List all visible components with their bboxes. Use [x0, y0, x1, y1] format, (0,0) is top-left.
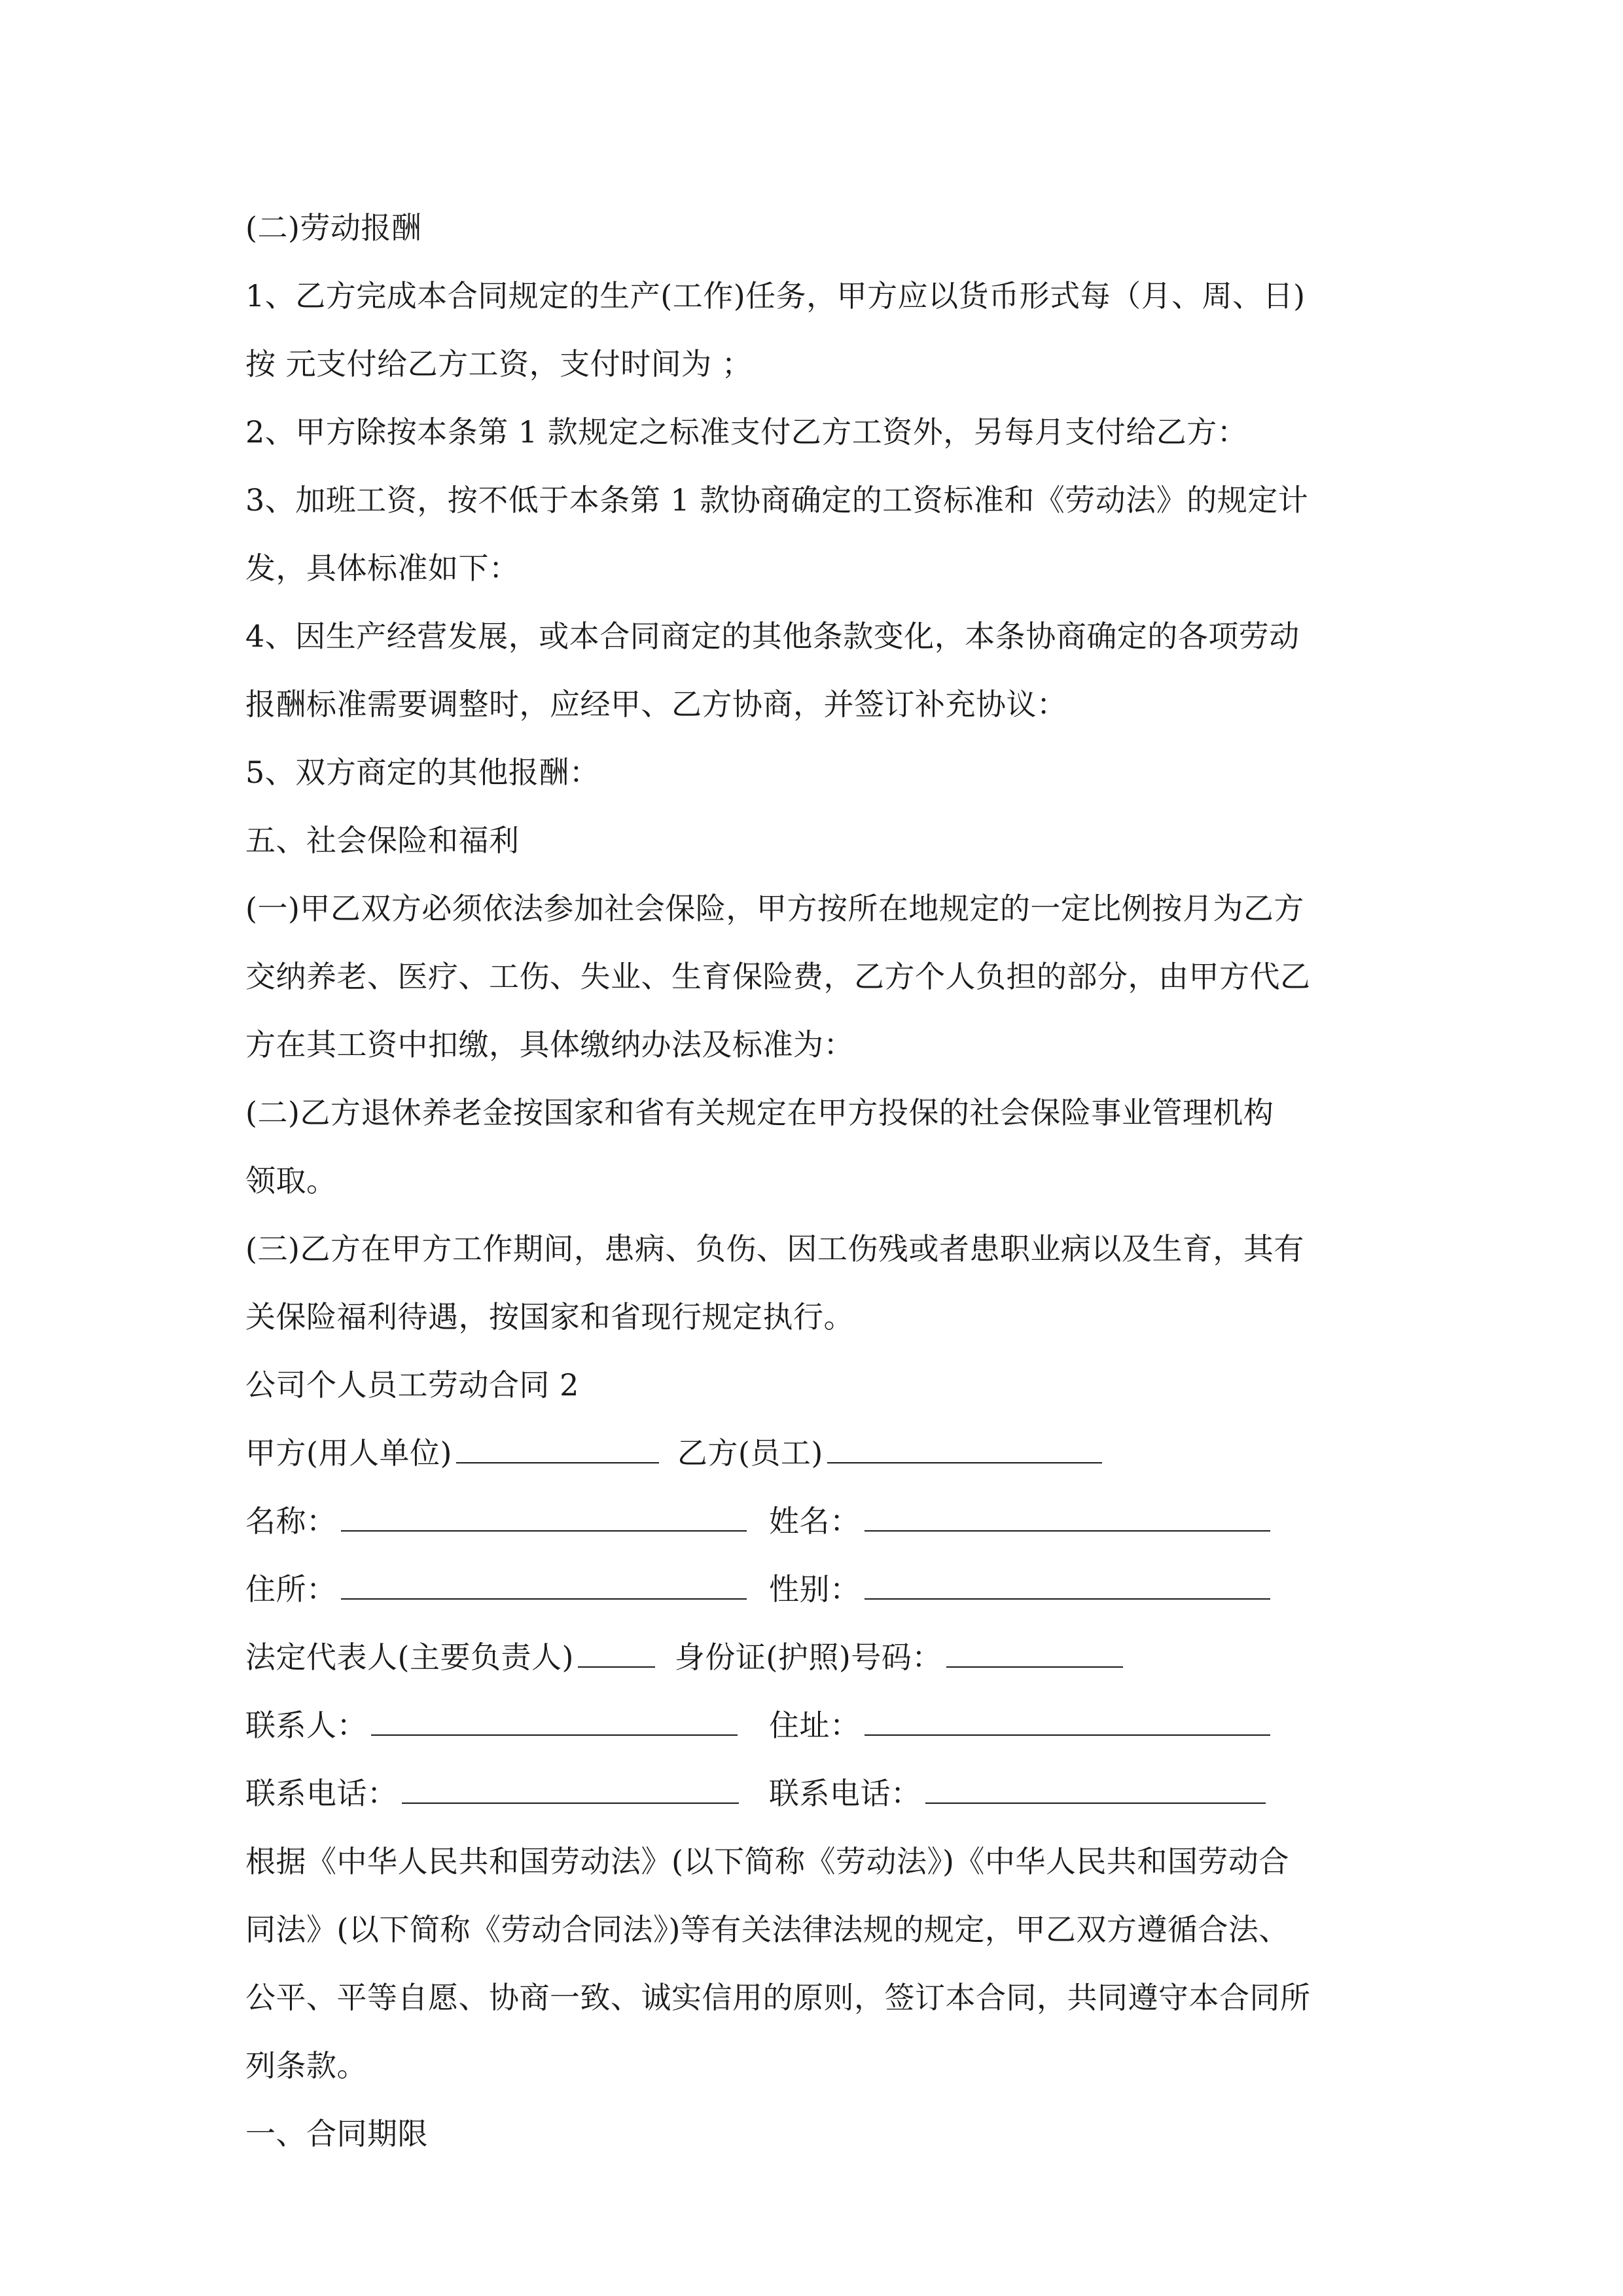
- id-label: 身份证(护照)号码：: [674, 1640, 942, 1675]
- document-body: [245, 194, 1404, 2168]
- paragraph-line: 公平、平等自愿、协商一致、诚实信用的原则，签订本合同，共同遵守本合同所: [245, 1980, 1311, 2015]
- paragraph-line: 按 元支付给乙方工资，支付时间为 ；: [245, 346, 753, 382]
- section-heading: 五、社会保险和福利: [245, 823, 520, 858]
- paragraph-line: (三)乙方在甲方工作期间，患病、负伤、因工伤残或者患职业病以及生育，其有: [245, 1231, 1304, 1266]
- form-row-phone: [245, 1759, 1404, 1827]
- address-blank[interactable]: [341, 1568, 747, 1600]
- residence-label: 住址：: [769, 1708, 861, 1743]
- paragraph-line: 同法》(以下简称《劳动合同法》)等有关法律法规的规定，甲乙双方遵循合法、: [245, 1912, 1289, 1947]
- contact-blank[interactable]: [371, 1704, 738, 1736]
- paragraph-line: 根据《中华人民共和国劳动法》(以下简称《劳动法》)《中华人民共和国劳动合: [245, 1844, 1289, 1879]
- paragraph-line: (二)劳动报酬: [245, 210, 422, 245]
- name-label: 名称：: [245, 1503, 337, 1539]
- paragraph-line: 3、加班工资，按不低于本条第 1 款协商确定的工资标准和《劳动法》的规定计: [245, 482, 1309, 518]
- legal-rep-blank[interactable]: [578, 1636, 655, 1668]
- legal-rep-label: 法定代表人(主要负责人): [245, 1640, 574, 1675]
- address-label: 住所：: [245, 1571, 337, 1607]
- party-a-blank[interactable]: [456, 1432, 659, 1463]
- section-heading: 一、合同期限: [245, 2116, 428, 2151]
- paragraph-line: 1、乙方完成本合同规定的生产(工作)任务，甲方应以货币形式每（月、周、日): [245, 278, 1306, 314]
- form-row-contact: [245, 1691, 1404, 1759]
- contract-title: 公司个人员工劳动合同 2: [245, 1367, 579, 1403]
- paragraph-line: 列条款。: [245, 2048, 367, 2083]
- phone-b-blank[interactable]: [925, 1772, 1266, 1804]
- paragraph-line: 领取。: [245, 1163, 337, 1198]
- paragraph-line: 5、双方商定的其他报酬：: [245, 755, 600, 790]
- form-row-legal-rep: [245, 1623, 1404, 1691]
- form-row-address: [245, 1555, 1404, 1623]
- party-a-label: 甲方(用人单位): [245, 1435, 452, 1471]
- contact-label: 联系人：: [245, 1708, 367, 1743]
- name-blank[interactable]: [341, 1500, 747, 1532]
- paragraph-line: (一)甲乙双方必须依法参加社会保险，甲方按所在地规定的一定比例按月为乙方: [245, 891, 1304, 926]
- phone-a-blank[interactable]: [402, 1772, 739, 1804]
- form-row-name: [245, 1487, 1404, 1555]
- paragraph-line: 关保险福利待遇，按国家和省现行规定执行。: [245, 1299, 854, 1335]
- party-b-blank[interactable]: [827, 1432, 1102, 1463]
- fullname-blank[interactable]: [865, 1500, 1270, 1532]
- form-row-parties: [245, 1419, 1404, 1487]
- party-b-label: 乙方(员工): [677, 1435, 823, 1471]
- phone-b-label: 联系电话：: [769, 1776, 921, 1811]
- paragraph-line: 2、甲方除按本条第 1 款规定之标准支付乙方工资外，另每月支付给乙方：: [245, 414, 1248, 450]
- phone-a-label: 联系电话：: [245, 1776, 398, 1811]
- paragraph-line: (二)乙方退休养老金按国家和省有关规定在甲方投保的社会保险事业管理机构: [245, 1095, 1274, 1130]
- gender-label: 性别：: [769, 1571, 861, 1607]
- paragraph-line: 交纳养老、医疗、工伤、失业、生育保险费，乙方个人负担的部分，由甲方代乙: [245, 959, 1311, 994]
- id-blank[interactable]: [946, 1636, 1123, 1668]
- paragraph-line: 方在其工资中扣缴，具体缴纳办法及标准为：: [245, 1027, 854, 1062]
- fullname-label: 姓名：: [769, 1503, 861, 1539]
- gender-blank[interactable]: [865, 1568, 1270, 1600]
- paragraph-line: 4、因生产经营发展，或本合同商定的其他条款变化，本条协商确定的各项劳动: [245, 619, 1300, 654]
- paragraph-line: 发，具体标准如下：: [245, 550, 520, 586]
- residence-blank[interactable]: [865, 1704, 1270, 1736]
- paragraph-line: 报酬标准需要调整时，应经甲、乙方协商，并签订补充协议：: [245, 687, 1067, 722]
